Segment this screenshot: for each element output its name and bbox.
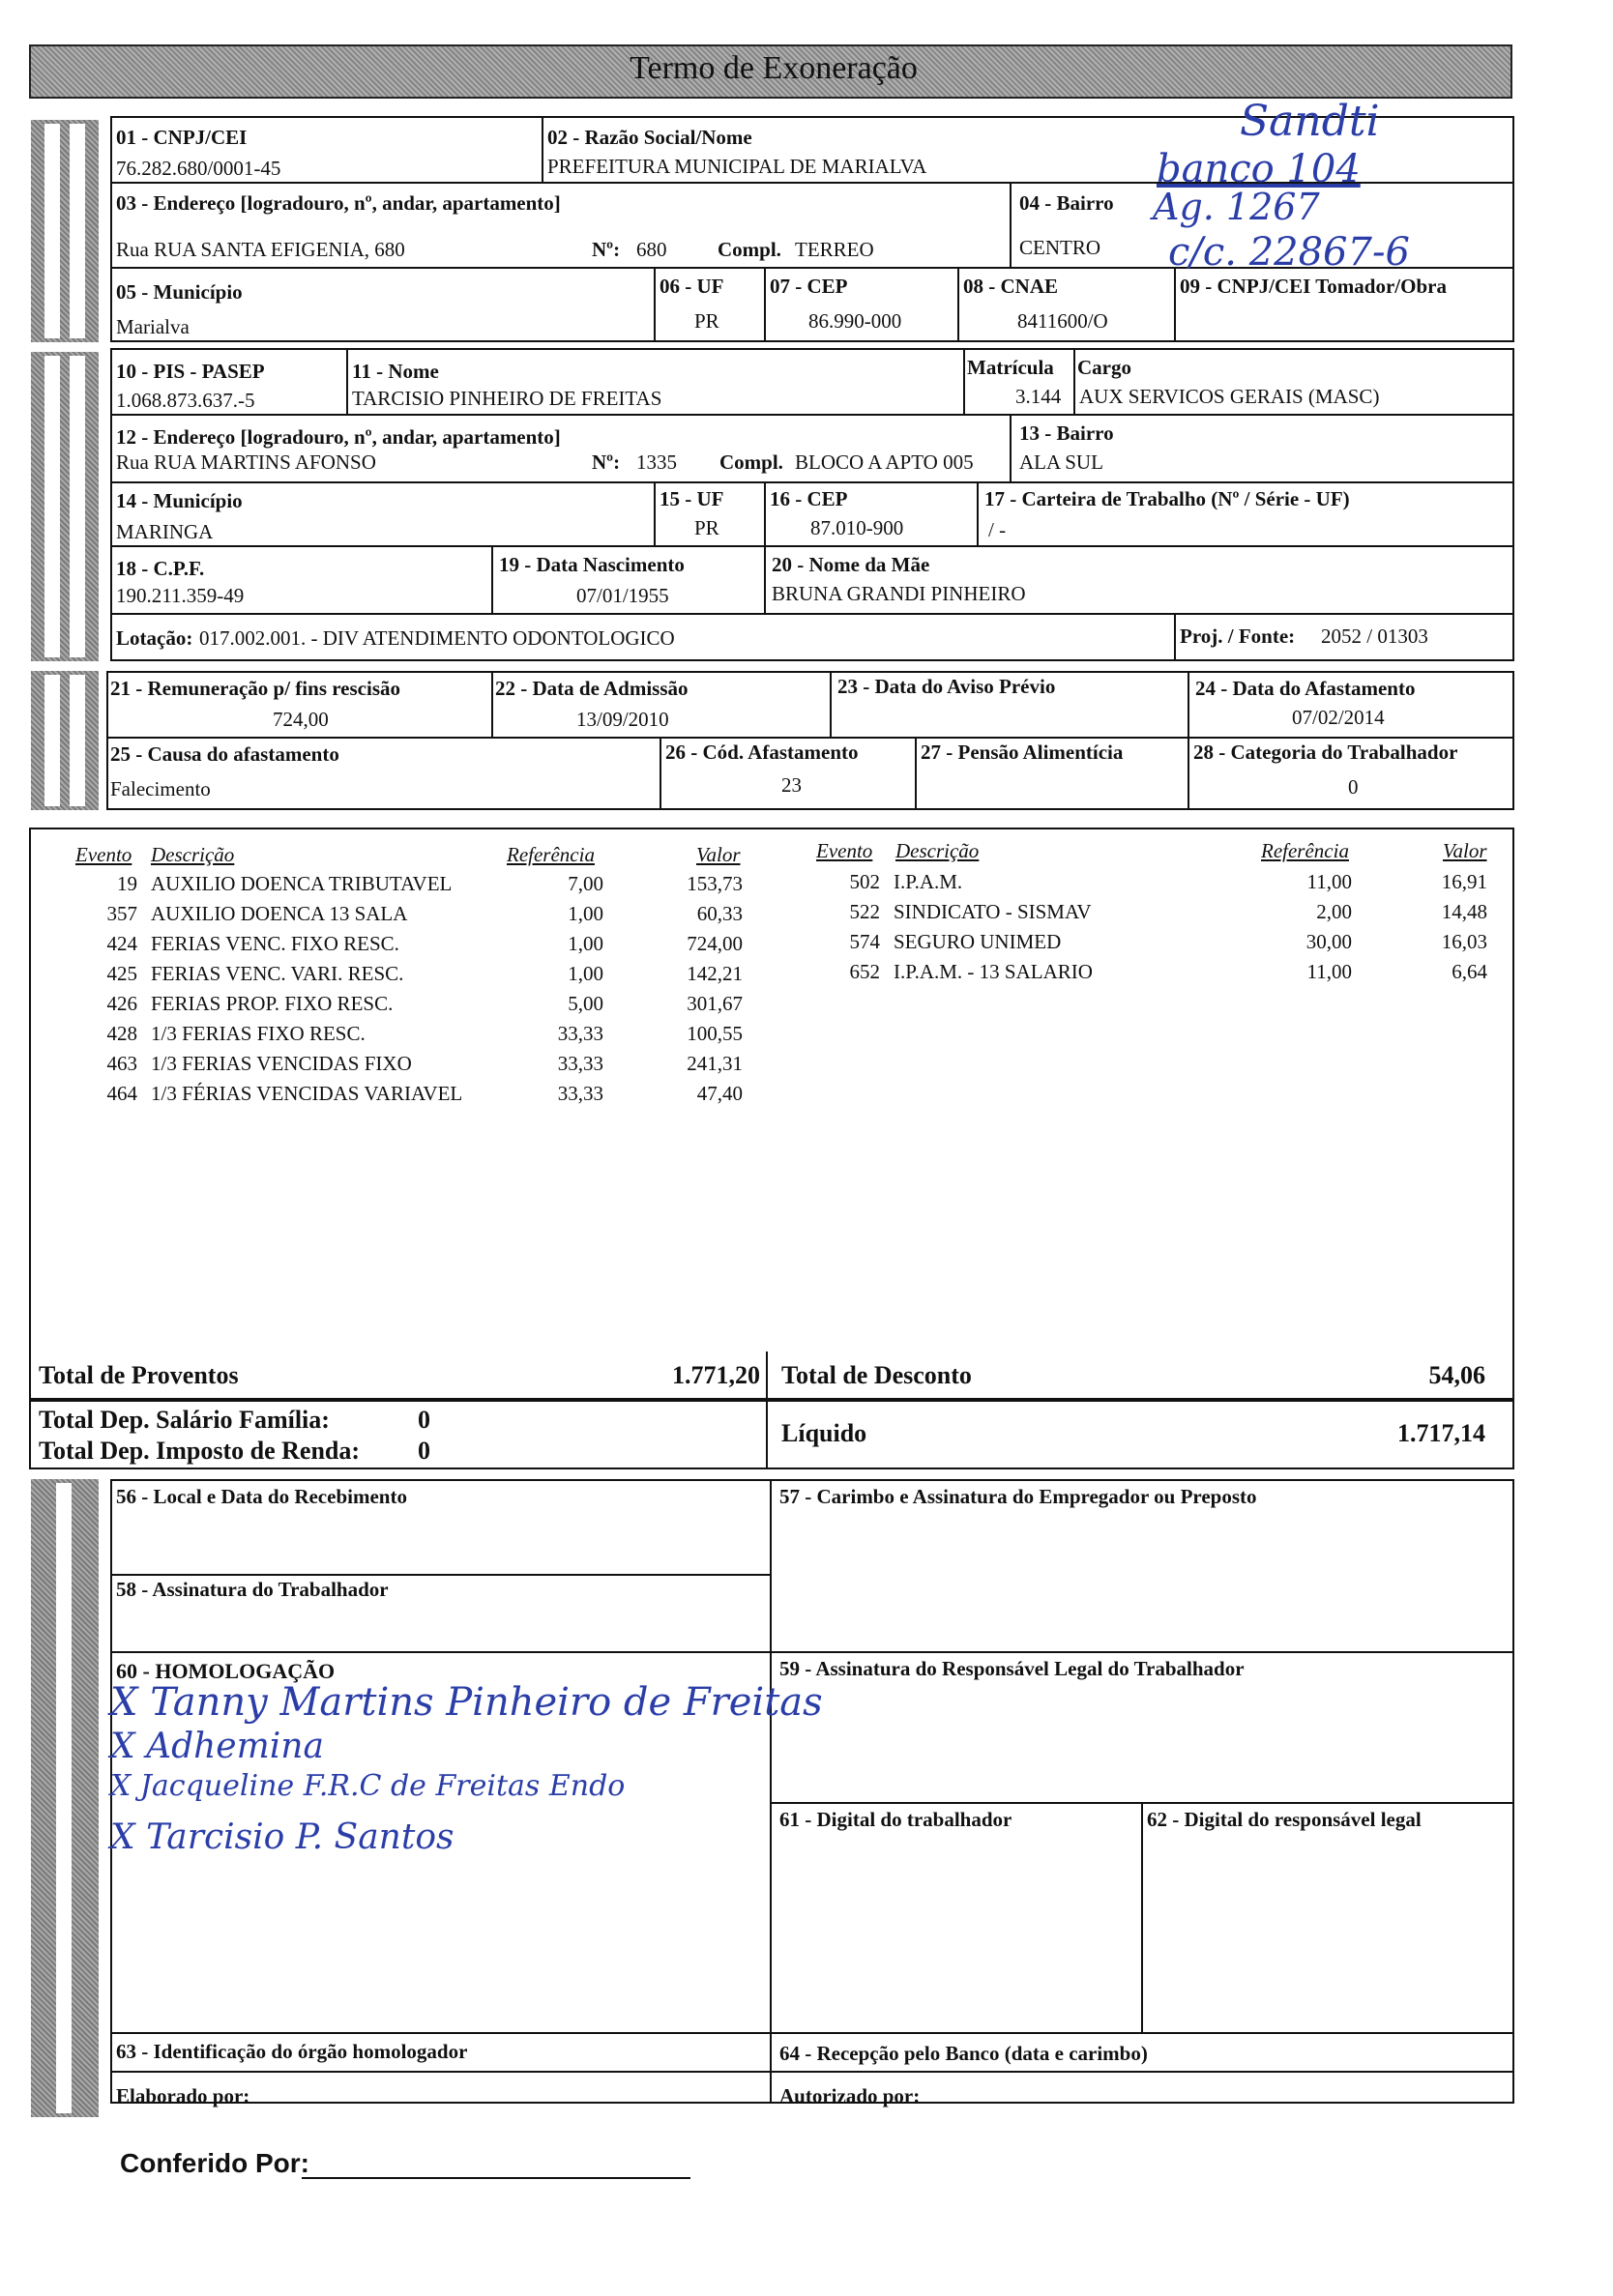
- label-razao-social: 02 - Razão Social/Nome: [547, 126, 752, 149]
- label-lotacao: Lotação:: [116, 626, 193, 650]
- handwritten-signature-4: X Tarcisio P. Santos: [110, 1817, 455, 1857]
- label-cpf: 18 - C.P.F.: [116, 557, 205, 580]
- label-autorizado: Autorizado por:: [779, 2084, 921, 2107]
- label-salario-familia: Total Dep. Salário Família:: [39, 1406, 330, 1434]
- label-liquido: Líquido: [781, 1419, 867, 1447]
- label-local-data: 56 - Local e Data do Recebimento: [116, 1485, 407, 1508]
- label-elaborado: Elaborado por:: [116, 2084, 250, 2107]
- desconto-code: 574: [849, 930, 880, 953]
- sidebar-employer: [31, 120, 99, 342]
- provento-desc: FERIAS VENC. VARI. RESC.: [151, 962, 404, 985]
- value-razao-social: PREFEITURA MUNICIPAL DE MARIALVA: [547, 155, 927, 178]
- provento-code: 425: [106, 962, 137, 985]
- value-nome: TARCISIO PINHEIRO DE FREITAS: [352, 387, 662, 410]
- provento-desc: 1/3 FERIAS FIXO RESC.: [151, 1022, 366, 1045]
- label-bairro-empregador: 04 - Bairro: [1019, 191, 1114, 215]
- label-remuneracao: 21 - Remuneração p/ fins rescisão: [110, 677, 400, 700]
- value-endereco-trabalhador: Rua RUA MARTINS AFONSO: [116, 450, 376, 474]
- value-data-nascimento: 07/01/1955: [576, 584, 669, 607]
- value-cod-afastamento: 23: [781, 773, 802, 797]
- value-cep-empregador: 86.990-000: [808, 309, 902, 333]
- provento-val: 60,33: [696, 902, 743, 925]
- sidebar-employer-label-2: E M P R E G A D O R: [73, 130, 82, 245]
- label-recepcao-banco: 64 - Recepção pelo Banco (data e carimbo): [779, 2042, 1148, 2065]
- provento-val: 142,21: [687, 962, 743, 985]
- label-cod-afastamento: 26 - Cód. Afastamento: [665, 741, 859, 764]
- label-total-proventos: Total de Proventos: [39, 1361, 239, 1389]
- desconto-val: 16,91: [1441, 870, 1487, 893]
- label-nome: 11 - Nome: [352, 360, 439, 383]
- label-nome-mae: 20 - Nome da Mãe: [772, 553, 930, 576]
- provento-code: 428: [106, 1022, 137, 1045]
- label-imposto-renda: Total Dep. Imposto de Renda:: [39, 1437, 361, 1465]
- value-compl-trabalhador: BLOCO A APTO 005: [795, 450, 974, 474]
- provento-ref: 1,00: [568, 932, 603, 955]
- header-valor-right: Valor: [1443, 839, 1487, 862]
- value-data-admissao: 13/09/2010: [576, 708, 669, 731]
- value-cargo: AUX SERVICOS GERAIS (MASC): [1079, 385, 1380, 408]
- value-numero: 680: [636, 238, 667, 261]
- label-orgao-homologador: 63 - Identificação do órgão homologador: [116, 2040, 468, 2063]
- label-proj-fonte: Proj. / Fonte:: [1180, 625, 1296, 648]
- label-data-afastamento: 24 - Data do Afastamento: [1195, 677, 1416, 700]
- sidebar-employer-label-1: I D E N T I F I C A Ç Ã O D O: [48, 130, 56, 314]
- provento-desc: FERIAS PROP. FIXO RESC.: [151, 992, 394, 1015]
- provento-ref: 33,33: [557, 1052, 603, 1075]
- header-valor-left: Valor: [696, 843, 741, 866]
- header-referencia-left: Referência: [507, 843, 595, 866]
- provento-val: 301,67: [687, 992, 743, 1015]
- provento-val: 241,31: [687, 1052, 743, 1075]
- sidebar-worker-label-2: T R A B A L H A D O R: [73, 425, 81, 552]
- conferido-label: Conferido Por:: [120, 2148, 309, 2178]
- label-assinatura-trabalhador: 58 - Assinatura do Trabalhador: [116, 1578, 389, 1601]
- value-endereco-empregador: Rua RUA SANTA EFIGENIA, 680: [116, 238, 405, 261]
- desconto-ref: 30,00: [1305, 930, 1352, 953]
- handwritten-note-1: Sandti: [1240, 97, 1380, 146]
- provento-ref: 1,00: [568, 902, 603, 925]
- label-uf-trabalhador: 15 - UF: [660, 487, 724, 510]
- desconto-desc: I.P.A.M. - 13 SALARIO: [894, 960, 1093, 983]
- desconto-code: 502: [849, 870, 880, 893]
- value-categoria: 0: [1348, 775, 1359, 799]
- handwritten-signature-2: X Adhemina: [110, 1727, 324, 1766]
- value-lotacao: 017.002.001. - DIV ATENDIMENTO ODONTOLOGICO: [199, 626, 675, 650]
- desconto-desc: I.P.A.M.: [894, 870, 963, 893]
- handwritten-note-3: Ag. 1267: [1153, 186, 1320, 228]
- sidebar-contract: [31, 671, 99, 810]
- conferido-line: [302, 2177, 690, 2179]
- value-proj-fonte: 2052 / 01303: [1321, 625, 1428, 648]
- value-cep-trabalhador: 87.010-900: [810, 516, 904, 539]
- header-descricao-right: Descrição: [895, 839, 980, 862]
- value-numero-trabalhador: 1335: [636, 450, 677, 474]
- desconto-val: 14,48: [1441, 900, 1487, 923]
- value-municipio-trabalhador: MARINGA: [116, 520, 214, 543]
- label-compl: Compl.: [718, 238, 781, 261]
- label-cep-trabalhador: 16 - CEP: [770, 487, 848, 510]
- label-uf-empregador: 06 - UF: [660, 275, 724, 298]
- value-liquido: 1.717,14: [1397, 1419, 1485, 1447]
- value-cnae: 8411600/O: [1017, 309, 1108, 333]
- label-causa-afastamento: 25 - Causa do afastamento: [110, 742, 339, 766]
- label-compl-trabalhador: Compl.: [719, 450, 783, 474]
- sidebar-contract-label-1: D A D O S D O: [48, 681, 56, 772]
- label-cargo: Cargo: [1077, 356, 1131, 379]
- desconto-ref: 11,00: [1306, 870, 1352, 893]
- label-matricula: Matrícula: [967, 356, 1054, 379]
- provento-desc: FERIAS VENC. FIXO RESC.: [151, 932, 399, 955]
- sidebar-worker: [31, 352, 99, 661]
- value-compl: TERREO: [795, 238, 874, 261]
- sidebar-formal-label: F O R M A L I Z A Ç Ã O D A R E S C I S Ã O: [59, 1634, 69, 1911]
- label-tomador: 09 - CNPJ/CEI Tomador/Obra: [1180, 275, 1447, 298]
- label-aviso-previo: 23 - Data do Aviso Prévio: [837, 675, 1056, 698]
- value-salario-familia: 0: [418, 1406, 430, 1434]
- label-endereco-empregador: 03 - Endereço [logradouro, nº, andar, apartamento]: [116, 191, 561, 215]
- value-causa-afastamento: Falecimento: [110, 777, 211, 800]
- value-carteira: / -: [988, 518, 1007, 541]
- provento-ref: 5,00: [568, 992, 603, 1015]
- label-cep-empregador: 07 - CEP: [770, 275, 848, 298]
- provento-desc: 1/3 FERIAS VENCIDAS FIXO: [151, 1052, 412, 1075]
- label-digital-trabalhador: 61 - Digital do trabalhador: [779, 1808, 1012, 1831]
- desconto-val: 16,03: [1441, 930, 1487, 953]
- label-carteira: 17 - Carteira de Trabalho (Nº / Série - UF): [984, 487, 1350, 510]
- label-endereco-trabalhador: 12 - Endereço [logradouro, nº, andar, apartamento]: [116, 425, 561, 449]
- provento-ref: 33,33: [557, 1082, 603, 1105]
- provento-ref: 7,00: [568, 872, 603, 895]
- value-bairro-empregador: CENTRO: [1019, 236, 1100, 259]
- value-cnpj: 76.282.680/0001-45: [116, 157, 281, 180]
- label-homologacao: 60 - HOMOLOGAÇÃO: [116, 1659, 336, 1683]
- provento-val: 724,00: [687, 932, 743, 955]
- value-cpf: 190.211.359-49: [116, 584, 245, 607]
- desconto-code: 522: [849, 900, 880, 923]
- provento-ref: 1,00: [568, 962, 603, 985]
- desconto-ref: 2,00: [1316, 900, 1352, 923]
- provento-desc: AUXILIO DOENCA TRIBUTAVEL: [151, 872, 453, 895]
- value-imposto-renda: 0: [418, 1437, 430, 1465]
- value-total-desconto: 54,06: [1428, 1361, 1485, 1389]
- handwritten-signature-3: X Jacqueline F.R.C de Freitas Endo: [110, 1769, 626, 1803]
- handwritten-signature-1: X Tanny Martins Pinheiro de Freitas: [110, 1680, 823, 1725]
- value-data-afastamento: 07/02/2014: [1292, 706, 1385, 729]
- handwritten-note-2: banco 104: [1157, 147, 1361, 191]
- sidebar-contract-label-2: C O N T R A T O: [73, 681, 81, 772]
- provento-val: 47,40: [696, 1082, 743, 1105]
- value-nome-mae: BRUNA GRANDI PINHEIRO: [772, 582, 1026, 605]
- page-title: Termo de Exoneração: [630, 50, 918, 86]
- desconto-val: 6,64: [1452, 960, 1487, 983]
- provento-code: 424: [106, 932, 137, 955]
- provento-ref: 33,33: [557, 1022, 603, 1045]
- label-digital-responsavel: 62 - Digital do responsável legal: [1147, 1808, 1422, 1831]
- provento-val: 100,55: [687, 1022, 743, 1045]
- desconto-ref: 11,00: [1306, 960, 1352, 983]
- label-assinatura-responsavel: 59 - Assinatura do Responsável Legal do Trabalhador: [779, 1657, 1245, 1680]
- label-data-admissao: 22 - Data de Admissão: [495, 677, 689, 700]
- value-municipio-empregador: Marialva: [116, 315, 190, 338]
- label-pis: 10 - PIS - PASEP: [116, 360, 265, 383]
- label-municipio-trabalhador: 14 - Município: [116, 489, 243, 512]
- provento-code: 463: [106, 1052, 137, 1075]
- label-carimbo-empregador: 57 - Carimbo e Assinatura do Empregador ou Preposto: [779, 1485, 1257, 1508]
- header-descricao-left: Descrição: [151, 843, 235, 866]
- value-uf-trabalhador: PR: [694, 516, 719, 539]
- label-cnae: 08 - CNAE: [963, 275, 1058, 298]
- label-categoria: 28 - Categoria do Trabalhador: [1193, 741, 1458, 764]
- label-numero-trabalhador: Nº:: [592, 450, 621, 474]
- label-cnpj: 01 - CNPJ/CEI: [116, 126, 248, 149]
- desconto-code: 652: [849, 960, 880, 983]
- value-bairro-trabalhador: ALA SUL: [1019, 450, 1103, 474]
- desconto-desc: SINDICATO - SISMAV: [894, 900, 1092, 923]
- value-remuneracao: 724,00: [273, 708, 329, 731]
- value-uf-empregador: PR: [694, 309, 719, 333]
- provento-desc: AUXILIO DOENCA 13 SALA: [151, 902, 408, 925]
- provento-code: 19: [117, 872, 137, 895]
- provento-code: 357: [106, 902, 137, 925]
- header-referencia-right: Referência: [1261, 839, 1349, 862]
- provento-desc: 1/3 FÉRIAS VENCIDAS VARIAVEL: [151, 1082, 463, 1105]
- label-numero: Nº:: [592, 238, 621, 261]
- provento-code: 426: [106, 992, 137, 1015]
- provento-val: 153,73: [687, 872, 743, 895]
- desconto-desc: SEGURO UNIMED: [894, 930, 1062, 953]
- value-total-proventos: 1.771,20: [672, 1361, 760, 1389]
- label-data-nascimento: 19 - Data Nascimento: [499, 553, 685, 576]
- label-municipio-empregador: 05 - Município: [116, 280, 243, 304]
- header-evento-left: Evento: [75, 843, 132, 866]
- label-pensao: 27 - Pensão Alimentícia: [921, 741, 1124, 764]
- header-evento-right: Evento: [816, 839, 873, 862]
- provento-code: 464: [106, 1082, 137, 1105]
- label-total-desconto: Total de Desconto: [781, 1361, 972, 1389]
- value-matricula: 3.144: [1015, 385, 1062, 408]
- label-bairro-trabalhador: 13 - Bairro: [1019, 421, 1114, 445]
- value-pis: 1.068.873.637.-5: [116, 389, 255, 412]
- handwritten-note-4: c/c. 22867-6: [1168, 230, 1410, 275]
- sidebar-worker-label-1: I D E N T I F I C A Ç Ã O D O: [48, 377, 56, 562]
